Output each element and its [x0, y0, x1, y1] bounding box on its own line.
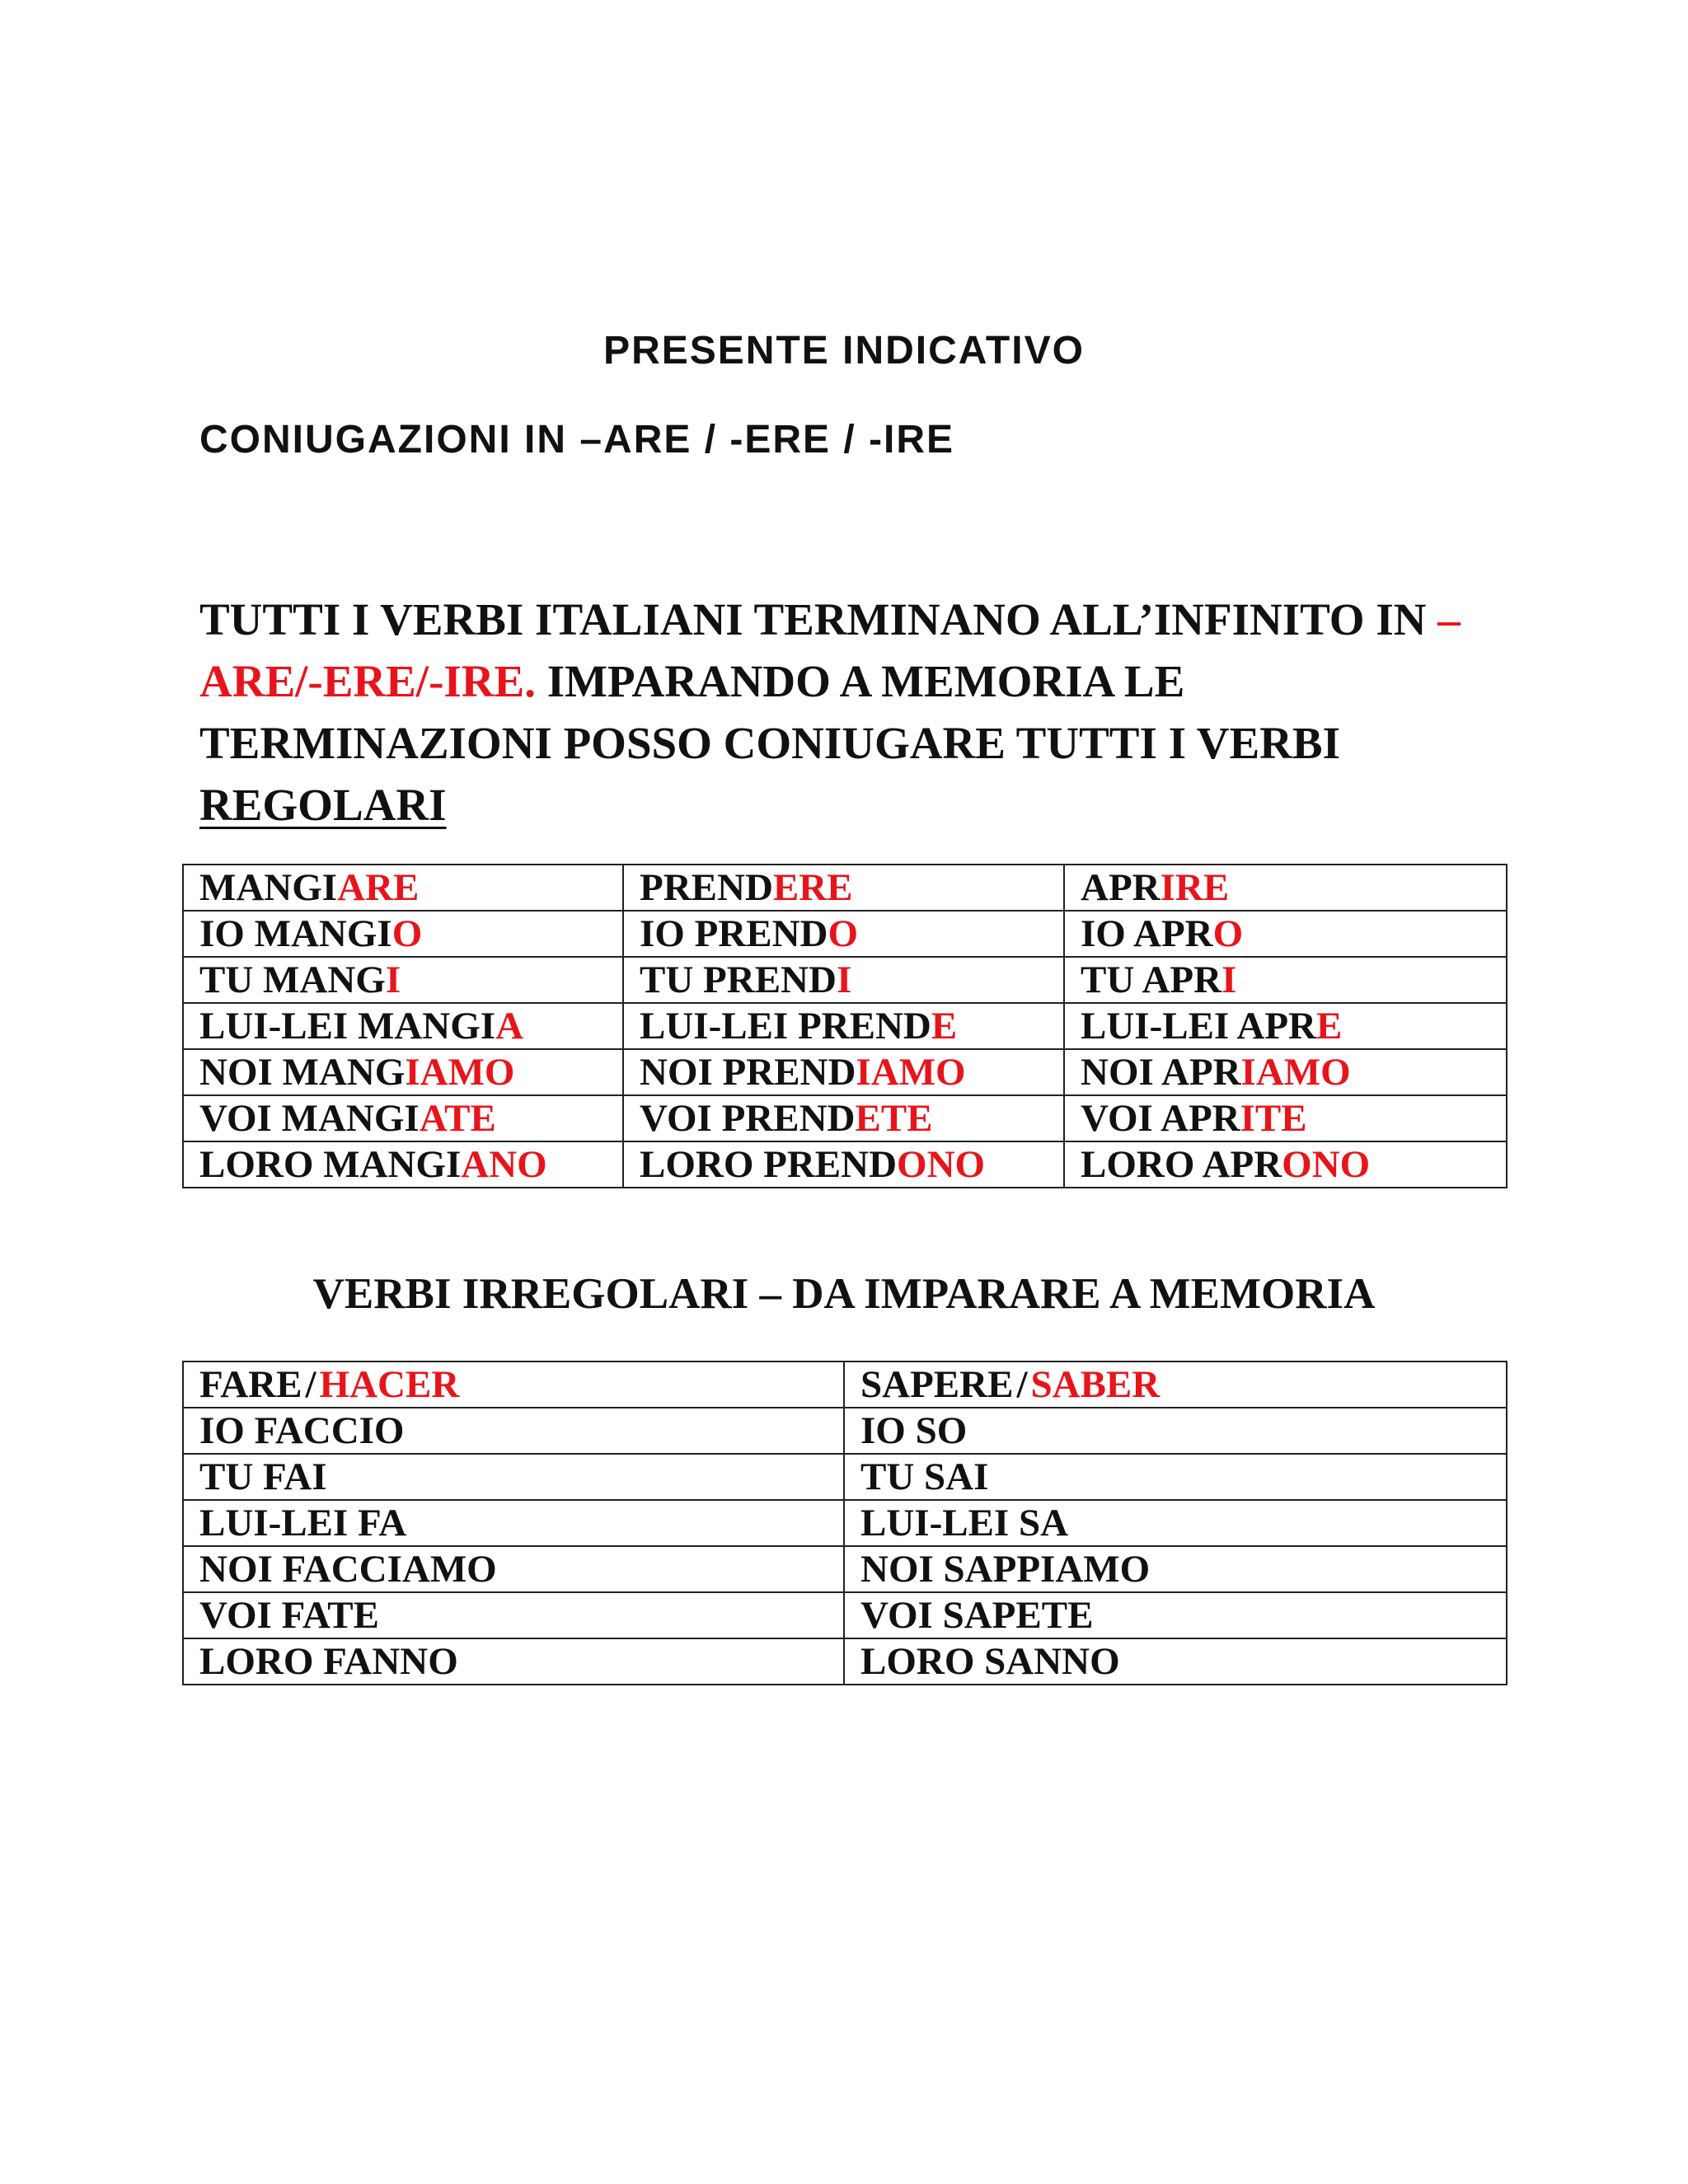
table-cell: NOI SAPPIAMO — [844, 1546, 1507, 1592]
verb-stem: NOI MANG — [199, 1051, 406, 1094]
table-cell: VOI FATE — [183, 1592, 844, 1638]
table-row — [183, 1408, 1507, 1454]
table-cell: TU SAI — [844, 1454, 1507, 1500]
table-cell — [623, 1095, 1064, 1141]
intro-regolari-underlined: REGOLARI — [199, 780, 447, 830]
verb-stem: TU APR — [1081, 958, 1222, 1001]
verb-stem: PREND — [640, 866, 773, 909]
table-cell: IO SO — [844, 1408, 1507, 1454]
irregular-verbs-table — [182, 1361, 1507, 1685]
verb-ending: IRE — [1160, 866, 1230, 909]
irregular-header-cell-fare — [183, 1361, 844, 1408]
page-subtitle: CONIUGAZIONI IN –ARE / -ERE / -IRE — [199, 418, 955, 462]
page-title: PRESENTE INDICATIVO — [603, 329, 1085, 373]
verb-ending: I — [836, 958, 852, 1001]
table-row — [183, 1049, 1507, 1095]
table-row — [183, 911, 1507, 957]
table-cell: LORO SANNO — [844, 1638, 1507, 1685]
table-row — [183, 1592, 1507, 1638]
irregular-header-separator: / — [305, 1363, 316, 1406]
irregular-header-verb: SAPERE — [860, 1363, 1014, 1406]
table-cell — [183, 1141, 623, 1188]
table-cell: NOI FACCIAMO — [183, 1546, 844, 1592]
intro-line-1-dash: – — [1437, 594, 1461, 644]
verb-ending: ONO — [897, 1143, 986, 1186]
verb-ending: O — [1212, 912, 1244, 955]
table-row — [183, 957, 1507, 1003]
table-cell: VOI SAPETE — [844, 1592, 1507, 1638]
table-cell — [1064, 957, 1507, 1003]
verb-ending: O — [828, 912, 859, 955]
irregular-header-verb: FARE — [199, 1363, 302, 1406]
verb-ending: E — [1315, 1005, 1343, 1047]
table-row — [183, 1003, 1507, 1049]
table-cell — [1064, 1003, 1507, 1049]
verb-ending: I — [1221, 958, 1237, 1001]
table-cell: TU FAI — [183, 1454, 844, 1500]
table-cell — [183, 1049, 623, 1095]
table-row — [183, 1500, 1507, 1546]
table-cell — [623, 1049, 1064, 1095]
verb-ending: IAMO — [856, 1051, 966, 1094]
verb-stem: LUI-LEI MANGI — [199, 1005, 496, 1047]
table-row — [183, 1638, 1507, 1685]
verb-ending: ATE — [419, 1097, 496, 1140]
intro-line-2-text: IMPARANDO A MEMORIA LE — [535, 656, 1185, 706]
irregular-header-translation: HACER — [319, 1363, 460, 1406]
regular-verbs-table — [182, 864, 1507, 1188]
verb-stem: APR — [1081, 866, 1160, 909]
table-cell — [183, 1095, 623, 1141]
table-cell — [1064, 1141, 1507, 1188]
intro-paragraph — [199, 588, 1485, 836]
verb-ending: ETE — [855, 1097, 933, 1140]
verb-stem: LORO MANGI — [199, 1143, 462, 1186]
table-cell — [1064, 1049, 1507, 1095]
verb-stem: LORO APR — [1081, 1143, 1282, 1186]
table-cell — [183, 957, 623, 1003]
table-cell — [1064, 911, 1507, 957]
table-cell — [623, 865, 1064, 911]
infinitive-row — [183, 865, 1507, 911]
verb-ending: IAMO — [1240, 1051, 1351, 1094]
verb-ending: ERE — [772, 866, 853, 909]
verb-stem: IO MANGI — [199, 912, 392, 955]
table-cell — [623, 911, 1064, 957]
verb-ending: ANO — [461, 1143, 547, 1186]
table-cell — [1064, 1095, 1507, 1141]
table-cell — [183, 911, 623, 957]
verb-ending: E — [931, 1005, 958, 1047]
verb-stem: VOI APR — [1081, 1097, 1240, 1140]
table-cell — [1064, 865, 1507, 911]
irregular-section-title: VERBI IRREGOLARI – DA IMPARARE A MEMORIA — [312, 1270, 1376, 1318]
table-row — [183, 1141, 1507, 1188]
irregular-verbs-table-body — [183, 1361, 1507, 1685]
verb-ending: IAMO — [405, 1051, 515, 1094]
table-cell — [623, 957, 1064, 1003]
intro-line-2 — [199, 650, 1485, 712]
verb-stem: LORO PREND — [640, 1143, 898, 1186]
intro-line-1 — [199, 588, 1485, 650]
verb-stem: MANGI — [199, 866, 338, 909]
table-cell: LUI-LEI FA — [183, 1500, 844, 1546]
table-row — [183, 1095, 1507, 1141]
verb-stem: VOI MANGI — [199, 1097, 420, 1140]
verb-ending: A — [495, 1005, 524, 1047]
table-row — [183, 1454, 1507, 1500]
table-cell — [623, 1141, 1064, 1188]
table-cell: LUI-LEI SA — [844, 1500, 1507, 1546]
verb-stem: IO PREND — [640, 912, 828, 955]
intro-line-4 — [199, 774, 1485, 836]
irregular-header-translation: SABER — [1030, 1363, 1160, 1406]
table-cell — [183, 1003, 623, 1049]
verb-stem: LUI-LEI APR — [1081, 1005, 1316, 1047]
verb-ending: ARE — [337, 866, 420, 909]
intro-line-1-text: TUTTI I VERBI ITALIANI TERMINANO ALL’INFINITO IN — [199, 594, 1438, 644]
irregular-header-row — [183, 1361, 1507, 1408]
intro-line-3: TERMINAZIONI POSSO CONIUGARE TUTTI I VERBI — [199, 718, 1340, 768]
verb-stem: IO APR — [1081, 912, 1213, 955]
verb-stem: VOI PREND — [640, 1097, 856, 1140]
verb-stem: LUI-LEI PREND — [640, 1005, 931, 1047]
table-row — [183, 1546, 1507, 1592]
verb-stem: TU MANG — [199, 958, 386, 1001]
verb-ending: ONO — [1282, 1143, 1371, 1186]
verb-stem: TU PREND — [640, 958, 837, 1001]
verb-stem: NOI PREND — [640, 1051, 856, 1094]
intro-endings-text: ARE/-ERE/-IRE. — [199, 656, 536, 706]
irregular-header-cell-sapere — [844, 1361, 1507, 1408]
verb-ending: O — [392, 912, 423, 955]
verb-stem: NOI APR — [1081, 1051, 1241, 1094]
table-cell — [183, 865, 623, 911]
table-cell — [623, 1003, 1064, 1049]
verb-ending: I — [385, 958, 401, 1001]
verb-ending: ITE — [1240, 1097, 1307, 1140]
table-cell: LORO FANNO — [183, 1638, 844, 1685]
regular-verbs-table-body — [183, 865, 1507, 1188]
table-cell: IO FACCIO — [183, 1408, 844, 1454]
irregular-header-separator: / — [1016, 1363, 1028, 1406]
